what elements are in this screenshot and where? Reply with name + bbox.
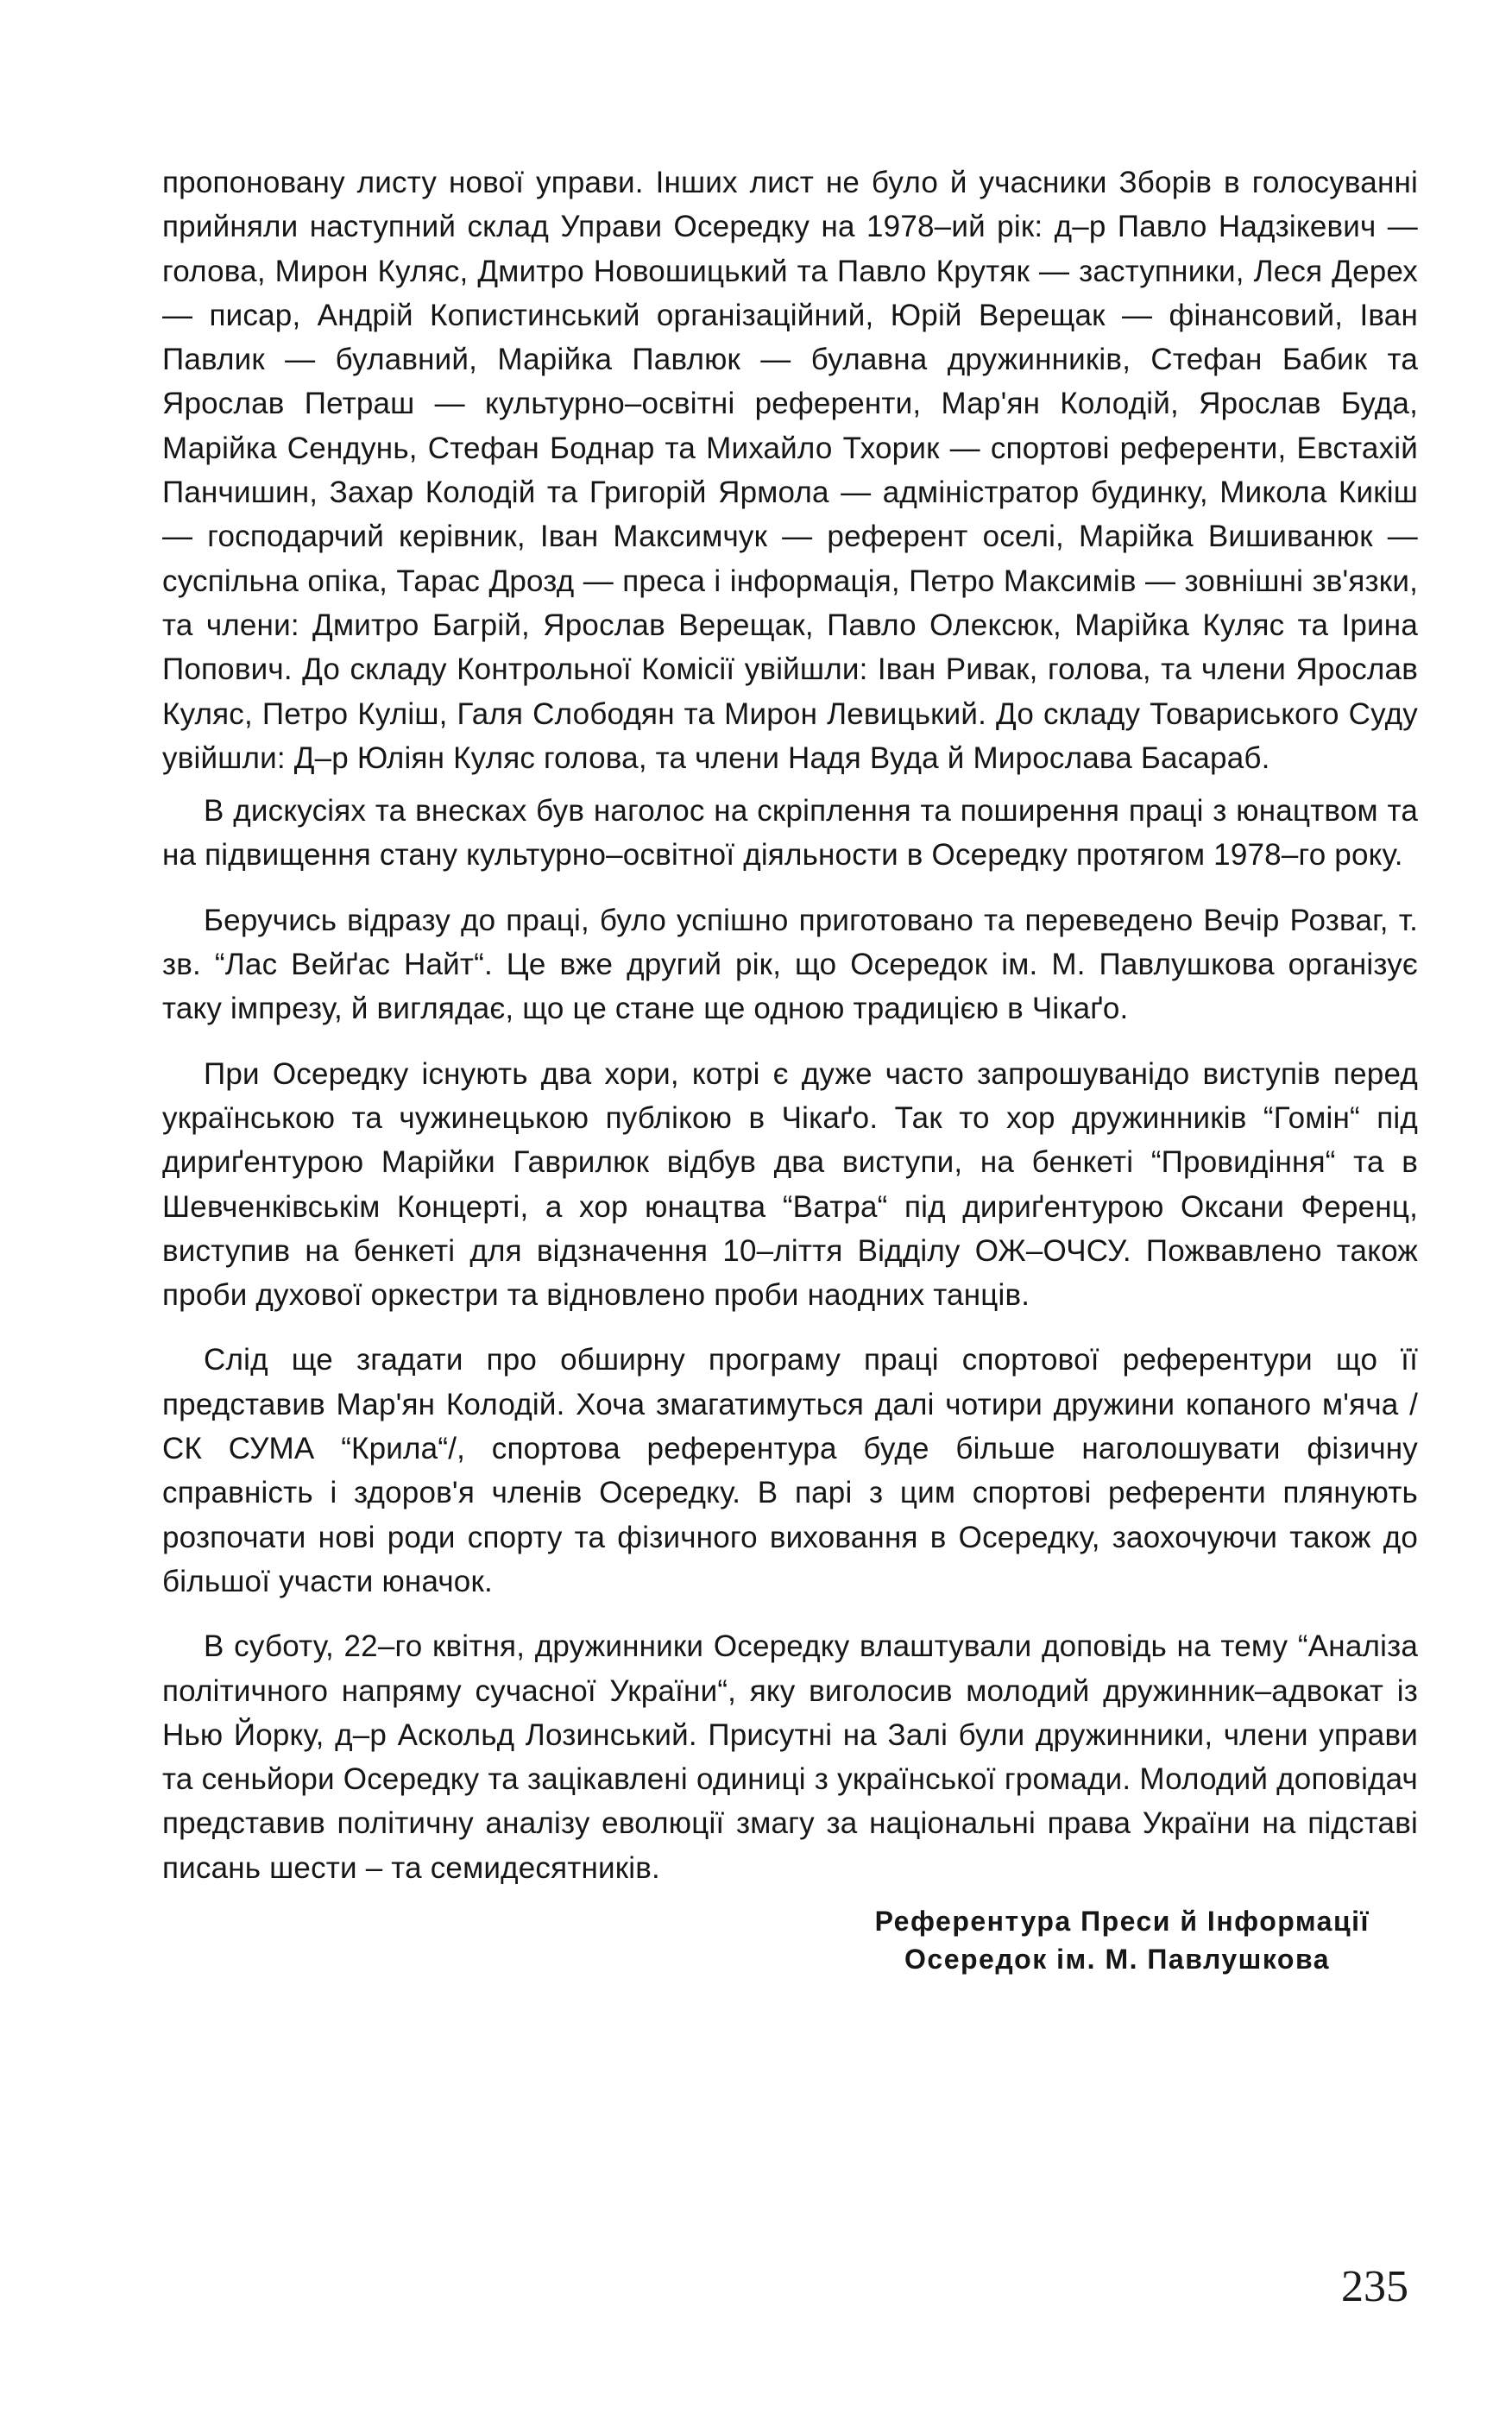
paragraph-lecture: В суботу, 22–го квітня, дружинники Осередку влаштували доповідь на тему “Аналіза політичного напряму сучасної України“, яку виголосив молодий дружинник–адвокат із Нью Йорку, д–р Аскольд Лозинський. Присутні на Залі були дружинники, члени управи та сеньйори Осередку та зацікавлені одиниці з української громади. Молодий доповідач представив політичну аналізу еволюції змагу за національні права України на підставі писань шести – та семидесятників.	[162, 1629, 1418, 1885]
paragraph-discussions: В дискусіях та внесках був наголос на скріплення та поширення праці з юнацтвом та на підвищення стану культурно–освітної діяльности в Осередку протягом 1978–го року.	[162, 794, 1418, 873]
document-page	[162, 161, 1418, 1978]
page-number: 235	[1341, 2262, 1408, 2311]
paragraph-choirs: При Осередку існують два хори, котрі є дуже часто запрошуванідо виступів перед українською та чужинецькою публікою в Чікаґо. Так то хор дружинників “Гомін“ під дириґентурою Марійки Гаврилюк відбув два виступи, на бенкеті “Провидіння“ та в Шевченківськім Концерті, а хор юнацтва “Ватра“ під дириґентурою Оксани Ференц, виступив на бенкеті для відзначення 10–ліття Відділу ОЖ–ОЧСУ. Пожвавлено також проби духової оркестри та відновлено проби наодних танців.	[162, 1056, 1418, 1313]
signature-department: Референтура Преси й Інформації	[874, 1905, 1370, 1937]
signature-branch: Осередок ім. М. Павлушкова	[904, 1943, 1330, 1975]
paragraph-management-list: пропоновану листу нової управи. Інших лист не було й учасники Зборів в голосуванні прийняли наступний склад Управи Осередку на 1978–ий рік: д–р Павло Надзікевич — голова, Мирон Куляс, Дмитро Новошицький та Павло Крутяк — заступники, Леся Дерех — писар, Андрій Копистинський організаційний, Юрій Верещак — фінансовий, Іван Павлик — булавний, Марійка Павлюк — булавна дружинників, Стефан Бабик та Ярослав Петраш — культурно–освітні референти, Мар'ян Колодій, Ярослав Буда, Марійка Сендунь, Стефан Боднар та Михайло Тхорик — спортові референти, Евстахій Панчишин, Захар Колодій та Григорій Ярмола — адміністратор будинку, Микола Кикіш — господарчий керівник, Іван Максимчук — референт оселі, Марійка Вишиванюк — суспільна опіка, Тарас Дрозд — преса і інформація, Петро Максимів — зовнішні зв'язки, та члени: Дмитро Багрій, Ярослав Верещак, Павло Олексюк, Марійка Куляс та Ірина Попович. До складу Контрольної Комісії увійшли: Іван Ривак, голова, та члени Ярослав Куляс, Петро Куліш, Галя Слободян та Мирон Левицький. До складу Товариського Суду увійшли: Д–р Юліян Куляс голова, та члени Надя Вуда й Мирослава Басараб.	[162, 166, 1418, 775]
paragraph-sports: Слід ще згадати про обширну програму праці спортової референтури що її представив Мар'ян Колодій. Хоча змагатимуться далі чотири дружини копаного м'яча /СК СУМА “Крила“/, спортова референтура буде більше наголошувати фізичну справність і здоров'я членів Осередку. В парі з цим спортові референти плянують розпочати нові роди спорту та фізичного виховання в Осередку, заохочуючи також до більшої участи юначок.	[162, 1343, 1418, 1598]
paragraph-evening-event: Беручись відразу до праці, було успішно приготовано та переведено Вечір Розваг, т. зв. “Лас Вейґас Найт“. Це вже другий рік, що Осередок ім. М. Павлушкова організує таку імпрезу, й виглядає, що це стане ще одною традицією в Чікаґо.	[162, 903, 1418, 1026]
signature-block	[162, 1902, 1370, 1978]
